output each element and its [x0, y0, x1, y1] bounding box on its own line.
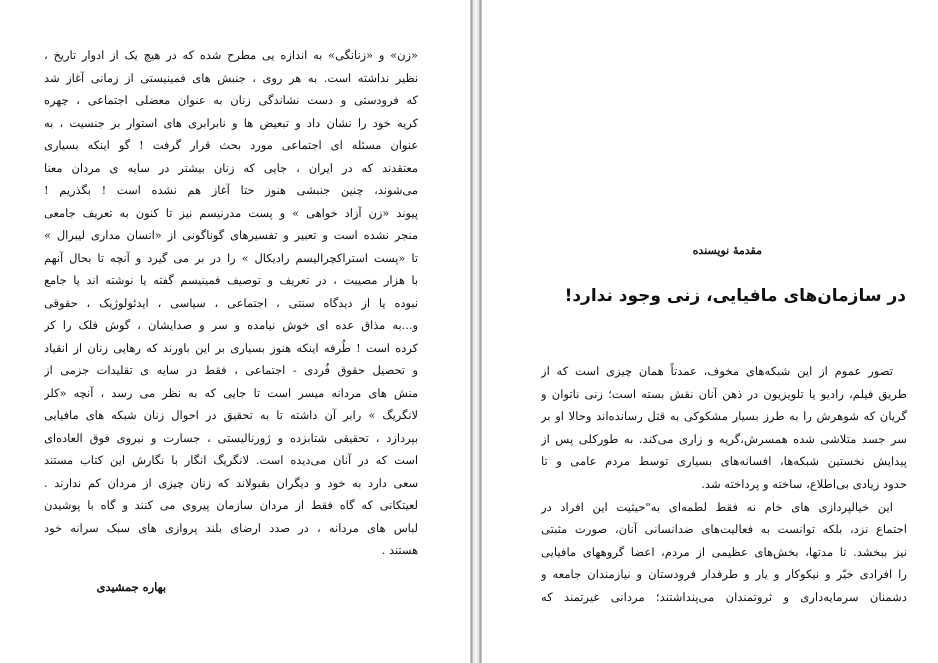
text-line: تا «پست استراکچرالیسم رادیکال » را در بر می گیرد و آنچه تا بحال آنهم [44, 250, 418, 265]
text-line: کرده است ! طُرفه اینکه هنوز بسیاری بر این باورند که رهایی زنان از انقیاد [44, 340, 418, 355]
text-line: و...به مذاق عده ای خوش نیامده و سر و صدایشان ، گوش فلک را کر [44, 318, 418, 332]
text-line: گریان که شوهرش را به طرز بسیار مشکوکی به قتل رسانده‌اند وحالا او بر [541, 409, 907, 424]
text-line: پیوند «زن آزاد خواهی » و پست مدرنیسم نیز تا کنون به تعریف جامعی [44, 205, 418, 220]
text-line: طریق فیلم، رادیو یا تلویزیون در ذهن آنان نقش بسته است؛ زنی ناتوان و [541, 386, 907, 401]
text-line: لانگریگ » رابر آن داشته تا به تحقیق در احوال زنان شبکه های مافیایی [44, 408, 418, 422]
text-line: دشمنان سرمایه‌داری و ثروتمندان می‌پنداشتند؛ مردانی غیرتمند که [541, 589, 907, 604]
text-line: و تحصیل حقوق فُردی - اجتماعی ، فقط در سایه ی تقلیدات جزمی از [44, 363, 418, 377]
text-line: لباس های مردانه ، در صدد ارضای بلند پروازی های سبک سرانه خود [44, 520, 418, 535]
text-line: کریه خود را نشان داد و تبعیض ها و نابرابری های استوار بر جنسیت ، به [44, 115, 418, 130]
text-line: نبوده یا از دیدگاه سنتی ، اجتماعی ، سیاسی ، ایدئولوژیک ، حقوقی [44, 295, 418, 310]
text-line: است که در آنان می‌دیده است. لانگریگ انگار با نگارش این کتاب مستند [44, 453, 418, 467]
text-line: تصور عموم از این شبکه‌های مخوف، عمدتاً همان چیزی است که از [541, 364, 893, 378]
book-spine-gutter [470, 0, 482, 663]
chapter-title: در سازمان‌های مافیایی، زنی وجود ندارد! [564, 286, 906, 306]
text-line: می‌شوند، چنین جنبشی هنوز حتا آغاز هم نشده است ! بگذریم ! [44, 183, 418, 197]
right-page-body [541, 360, 907, 609]
text-line: «زن» و «زنانگی» به اندازه یی مطرح شده که در هیچ یک از ادوار تاریخ ، [44, 48, 418, 62]
text-line: سعی دارد به خود و دیگران بقبولاند که زنان چیزی از مردان کم ندارند . [44, 475, 418, 490]
text-line: منش های مردانه میسر است تا جایی که به نظر می رسد ، آنچه «کلر [44, 385, 418, 400]
left-page-body [44, 44, 418, 562]
author-signature: بهاره جمشیدی [96, 580, 166, 594]
text-line: پیدایش نخستین شبکه‌ها، افسانه‌های بسیاری توسط مردم عامی و تا [541, 454, 907, 469]
text-line: که فرودستی و دست نشاندگی زنان به عنوان معضلی اجتماعی ، چهره [44, 93, 418, 107]
text-line: با هزار مصیبت ، در تعریف و توصیف فمینیسم گفته یا نوشته اند یا جامع [44, 273, 418, 287]
text-line: این خیالپردازی های خام نه فقط لطمه‌ای به‌"حیثیت این افراد در [541, 499, 893, 514]
text-line: عنوان مسئله ای اجتماعی مورد بحث قرار گرفت ! گو اینکه بسیاری [44, 138, 418, 152]
text-line: منجر نشده است و تعبیر و تفسیرهای گوناگونی از «انسان مداری لیبرال » [44, 228, 418, 242]
text-line: سر جسد متلاشی شده همسرش،گریه و زاری می‌کند. به طورکلی پس از [541, 431, 907, 446]
text-line: لعیتکانی که گاه فقط از مردان سازمان پیروی می کنند و گاه با پوشیدن [44, 498, 418, 512]
text-line: معتقدند که در ایران ، جایی که زنان بیشتر در سایه ی مردان معنا [44, 160, 418, 175]
text-line: حدود زیادی بی‌اطلاع، ساخته و پرداخته شد. [701, 476, 907, 491]
text-line: نظیر نداشته است. به هر روی ، جنبش های فمینیستی از زمانی آغاز شد [44, 70, 418, 85]
text-line: را افرادی خیّر و نیکوکار و یار و طرفدار فرودستان و نیازمندان جامعه و [541, 567, 907, 582]
text-line: بپردازد ، تحقیقی شتابزده و ژورنالیستی ، جسارت و نیروی فوق العاده‌ای [44, 430, 418, 445]
text-line: نیز ببخشد. تا مدتها، بخش‌های عظیمی از مردم، اعضا گروههای مافیایی [541, 544, 907, 559]
section-label: مقدمهٔ نویسنده [692, 244, 762, 257]
text-line: هستند . [381, 543, 418, 557]
text-line: اجتماع نزد، بلکه توانست به فعالیت‌های ضدانسانی آنان، صورت مثبتی [541, 522, 907, 537]
